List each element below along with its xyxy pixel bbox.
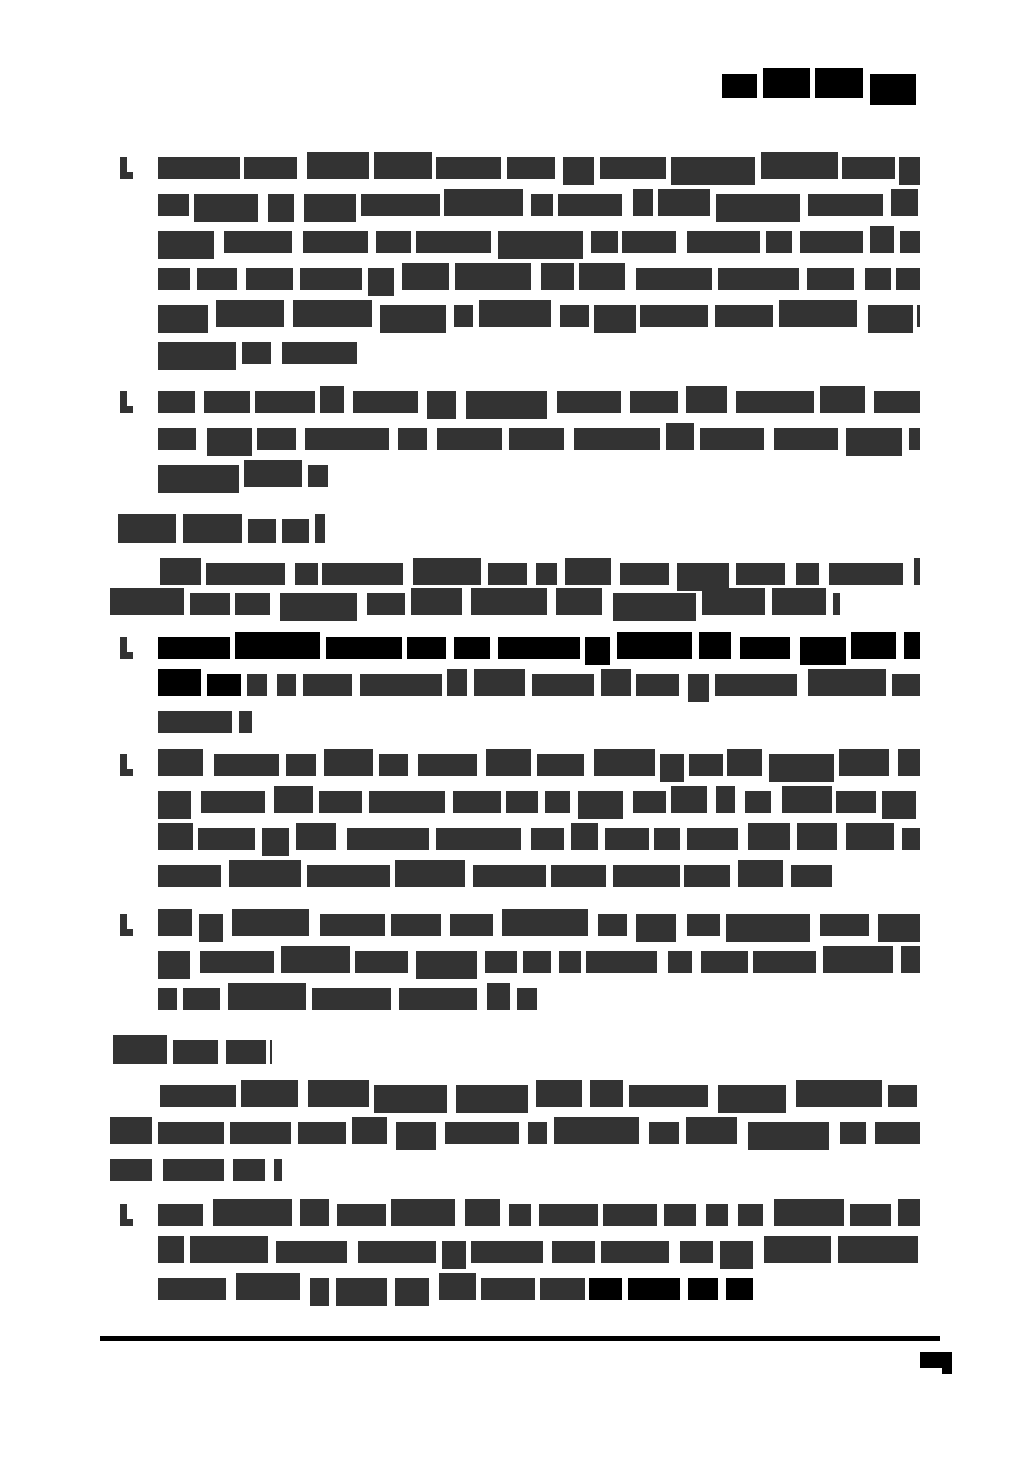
section-heading-2 <box>113 1040 272 1064</box>
numbered-item-2-line-3 <box>158 828 920 850</box>
section-1-intro-paragraph-line-2 <box>110 593 840 615</box>
numbered-item-2-line-4 <box>158 865 832 887</box>
numbered-item-2-marker <box>120 754 133 776</box>
numbered-item-3-line-2 <box>158 951 920 973</box>
list-item-b-line-2 <box>158 428 920 450</box>
page-number <box>920 1352 952 1368</box>
numbered-item-2-line-2 <box>158 791 920 813</box>
list-item-a-marker <box>120 157 133 179</box>
numbered-item-2-line-1 <box>158 754 920 776</box>
numbered-item-4-line-3 <box>158 1278 753 1300</box>
numbered-item-1-line-1 <box>158 637 920 659</box>
list-item-b-line-3 <box>158 465 328 487</box>
list-item-a-line-3 <box>158 231 920 253</box>
section-1-intro-paragraph-line-1 <box>160 563 920 585</box>
list-item-b-line-1 <box>158 391 920 413</box>
list-item-a-line-5 <box>158 305 920 327</box>
section-2-intro-paragraph-line-2 <box>110 1122 920 1144</box>
section-heading-1 <box>118 519 325 543</box>
list-item-a-line-1 <box>158 157 920 179</box>
numbered-item-3-line-3 <box>158 988 537 1010</box>
list-item-a-line-6 <box>158 342 360 364</box>
numbered-item-1-line-2 <box>158 674 920 696</box>
list-item-b-marker <box>120 391 133 413</box>
numbered-item-4-line-1 <box>158 1204 920 1226</box>
numbered-item-3-marker <box>120 914 133 936</box>
section-2-intro-paragraph-line-3 <box>110 1159 282 1181</box>
numbered-item-3-line-1 <box>158 914 920 936</box>
section-2-intro-paragraph-line-1 <box>160 1085 920 1107</box>
list-item-a-line-2 <box>158 194 920 216</box>
numbered-item-4-line-2 <box>158 1241 920 1263</box>
numbered-item-1-marker <box>120 637 133 659</box>
list-item-a-line-4 <box>158 268 920 290</box>
footer-rule <box>100 1336 940 1341</box>
numbered-item-1-line-3 <box>158 711 252 733</box>
page-header <box>722 74 918 98</box>
numbered-item-4-marker <box>120 1204 133 1226</box>
